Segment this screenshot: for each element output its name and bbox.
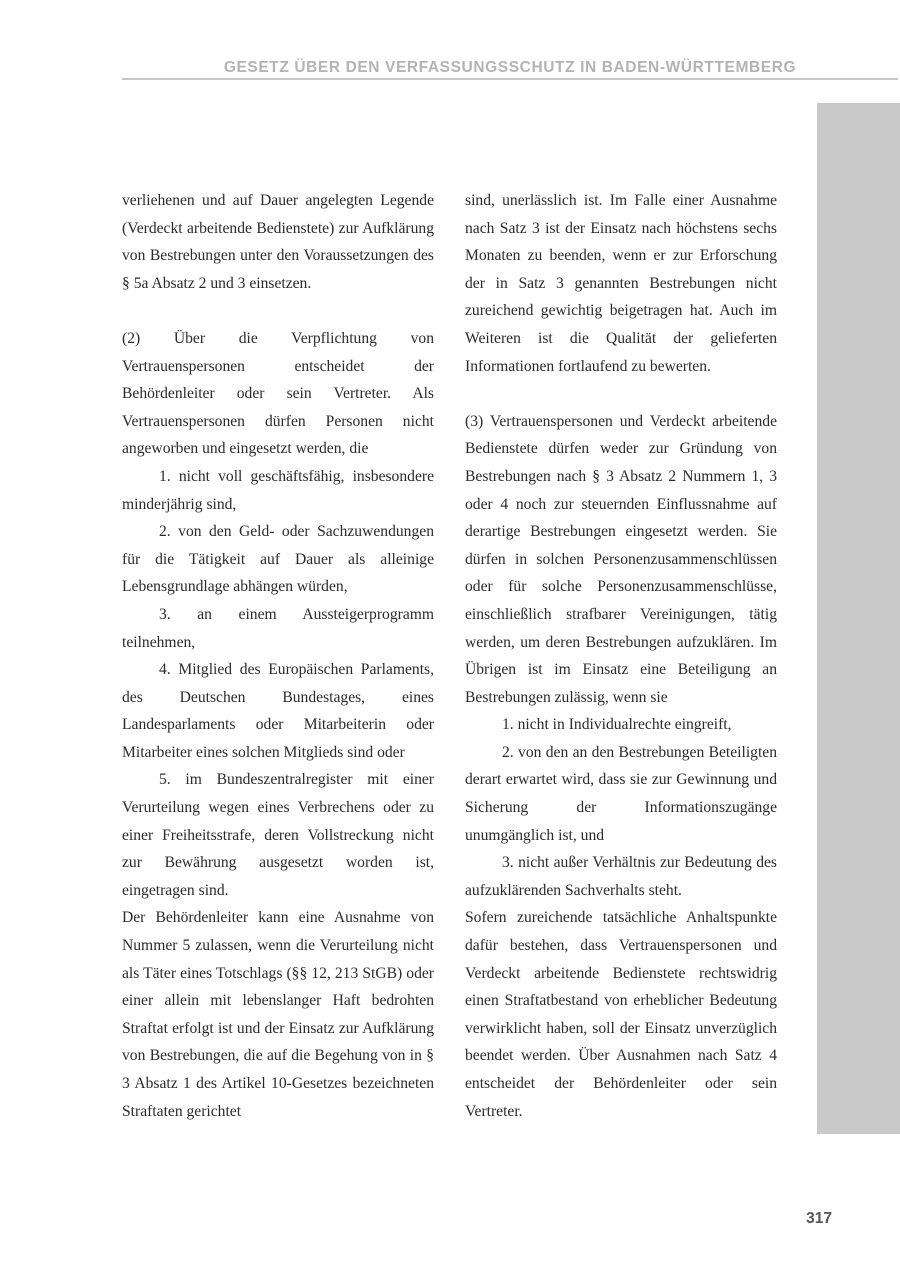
page-number: 317 bbox=[806, 1210, 832, 1227]
paragraph-continuation: sind, unerlässlich ist. Im Falle einer Ausnahme nach Satz 3 ist der Einsatz nach höchstens sechs Monaten zu beenden, wenn er zur Erforschung der in Satz 3 genannten Bestrebungen nicht zureichend gewichtig beigetragen hat. Auch im Weiteren ist die Qualität der gelieferten Informationen fortlaufend zu bewerten. bbox=[465, 192, 777, 375]
left-column bbox=[122, 187, 434, 1125]
side-margin-bar bbox=[817, 103, 900, 1134]
list-item: 1. nicht in Individualrechte eingreift, bbox=[502, 716, 732, 734]
list-item: 5. im Bundeszentralregister mit einer Verurteilung wegen eines Verbrechens oder zu einer Freiheitsstrafe, deren Vollstreckung nicht zur Bewährung ausgesetzt worden ist, eingetragen sind. bbox=[122, 771, 434, 899]
list-item: 3. an einem Aussteigerprogramm teilnehmen, bbox=[122, 605, 434, 651]
list-item: 2. von den an den Bestrebungen Beteiligten derart erwartet wird, dass sie zur Gewinnung und Sicherung der Informationszugänge unumgänglich ist, und bbox=[465, 743, 777, 844]
paragraph-3-tail: Sofern zureichende tatsächliche Anhaltspunkte dafür bestehen, dass Vertrauenspersonen und Verdeckt arbeitende Bedienstete rechtswidrig einen Straftatbestand von erheblicher Bedeutung verwirklicht haben, soll der Einsatz unverzüglich beendet werden. Über Ausnahmen nach Satz 4 entscheidet der Behördenleiter oder sein Vertreter. bbox=[465, 909, 777, 1120]
list-item: 1. nicht voll geschäftsfähig, insbesondere minderjährig sind, bbox=[122, 467, 434, 513]
paragraph-3-intro: (3) Vertrauenspersonen und Verdeckt arbeitende Bedienstete dürfen weder zur Gründung von Bestrebungen nach § 3 Absatz 2 Nummern 1, 3 oder 4 noch zur steuernden Einflussnahme auf derartige Bestrebungen eingesetzt werden. Sie dürfen in solchen Personenzusammenschlüssen oder für solche Personenzusammenschlüsse, einschließlich strafbarer Vereinigungen, tätig werden, um deren Bestrebungen aufzuklären. Im Übrigen ist im Einsatz eine Beteiligung an Bestrebungen zulässig, wenn sie bbox=[465, 412, 777, 706]
list-item: 3. nicht außer Verhältnis zur Bedeutung des aufzuklärenden Sachverhalts steht. bbox=[465, 854, 777, 899]
list-item: 2. von den Geld- oder Sachzuwendungen für die Tätigkeit auf Dauer als alleinige Lebensgrundlage abhängen würden, bbox=[122, 523, 434, 596]
paragraph-continuation: verliehenen und auf Dauer angelegten Legende (Verdeckt arbeitende Bedienstete) zur Aufklärung von Bestrebungen unter den Voraussetzungen des § 5a Absatz 2 und 3 einsetzen. bbox=[122, 192, 434, 292]
header-rule bbox=[122, 78, 898, 80]
running-header: GESETZ ÜBER DEN VERFASSUNGSSCHUTZ IN BADEN-WÜRTTEMBERG bbox=[223, 59, 797, 76]
paragraph-2-tail: Der Behördenleiter kann eine Ausnahme von Nummer 5 zulassen, wenn die Verurteilung nicht als Täter eines Totschlags (§§ 12, 213 StGB) oder einer allein mit lebenslanger Haft bedrohten Straftat erfolgt ist und der Einsatz zur Aufklärung von Bestrebungen, die auf die Begehung von in § 3 Absatz 1 des Artikel 10-Gesetzes bezeichneten Straftaten gerichtet bbox=[122, 909, 434, 1120]
right-column bbox=[465, 187, 777, 1125]
paragraph-2-intro: (2) Über die Verpflichtung von Vertrauenspersonen entscheidet der Behördenleiter oder sein Vertreter. Als Vertrauenspersonen dürfen Personen nicht angeworben und eingesetzt werden, die bbox=[122, 329, 434, 458]
list-item: 4. Mitglied des Europäischen Parlaments, des Deutschen Bundestages, eines Landesparlaments oder Mitarbeiterin oder Mitarbeiter eines solchen Mitglieds sind oder bbox=[122, 661, 434, 761]
